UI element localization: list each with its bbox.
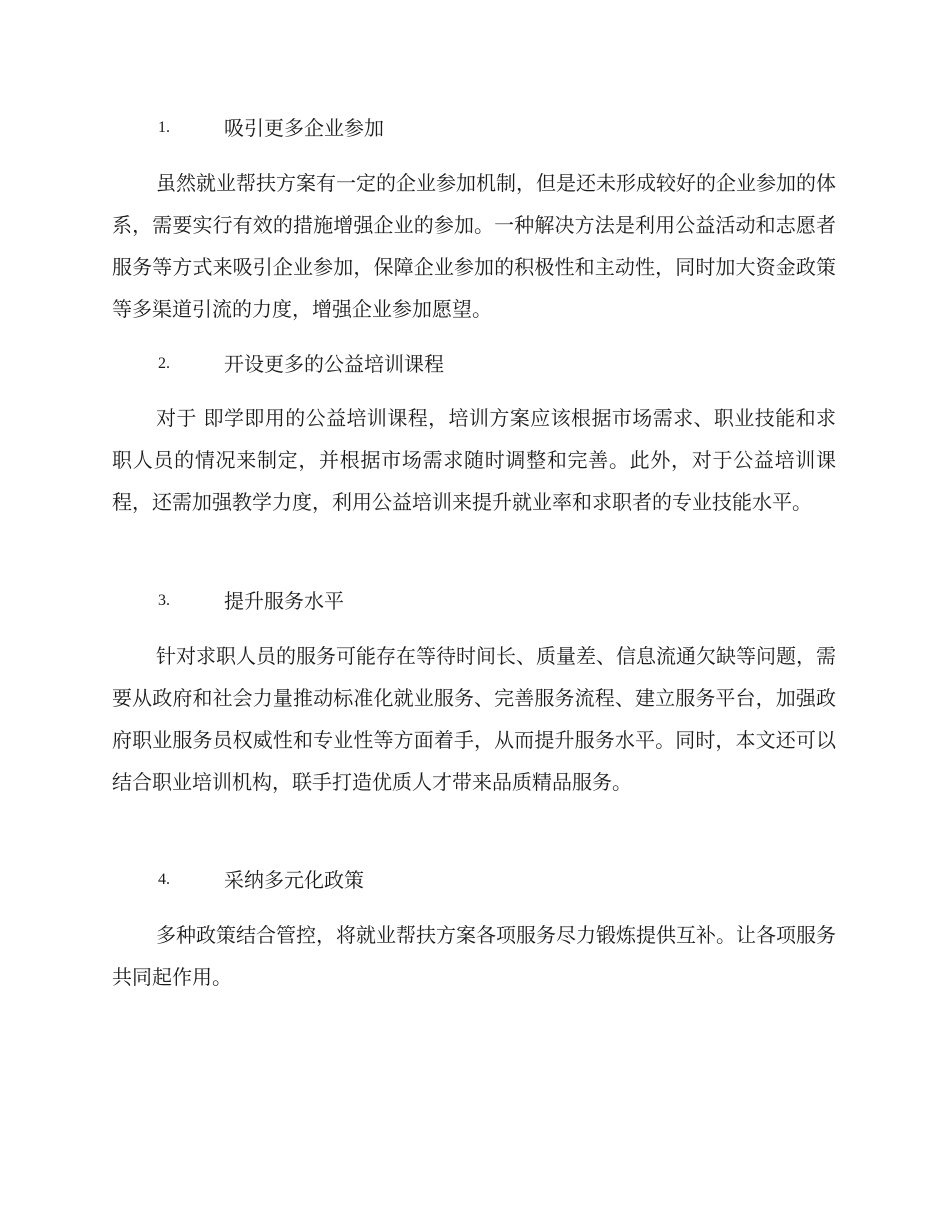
section-3-title: 提升服务水平 xyxy=(224,589,344,613)
section-2-heading xyxy=(158,350,444,378)
section-2-body: 对于 即学即用的公益培训课程，培训方案应该根据市场需求、职业技能和求职人员的情况来制定，并根据市场需求随时调整和完善。此外，对于公益培训课程，还需加强教学力度，利用公益培训来提升就业率和求职者的专业技能水平。 xyxy=(112,406,836,514)
section-3-body: 针对求职人员的服务可能存在等待时间长、质量差、信息流通欠缺等问题，需要从政府和社会力量推动标准化就业服务、完善服务流程、建立服务平台，加强政府职业服务员权威性和专业性等方面着手，从而提升服务水平。同时，本文还可以结合职业培训机构，联手打造优质人才带来品质精品服务。 xyxy=(112,644,836,794)
section-1-heading xyxy=(158,114,384,142)
section-4-title: 采纳多元化政策 xyxy=(224,868,364,892)
section-1-number: 1. xyxy=(158,119,170,136)
section-4-number: 4. xyxy=(158,871,170,888)
section-2-title: 开设更多的公益培训课程 xyxy=(224,352,444,376)
section-4-heading xyxy=(158,866,364,894)
section-1-title: 吸引更多企业参加 xyxy=(224,116,384,140)
section-4-body: 多种政策结合管控，将就业帮扶方案各项服务尽力锻炼提供互补。让各项服务共同起作用。 xyxy=(112,923,836,989)
section-3-heading xyxy=(158,587,344,615)
section-1-body: 虽然就业帮扶方案有一定的企业参加机制，但是还未形成较好的企业参加的体系，需要实行有效的措施增强企业的参加。一种解决方法是利用公益活动和志愿者服务等方式来吸引企业参加，保障企业参加的积极性和主动性，同时加大资金政策等多渠道引流的力度，增强企业参加愿望。 xyxy=(112,171,836,321)
section-2-number: 2. xyxy=(158,355,170,372)
section-3-number: 3. xyxy=(158,592,170,609)
